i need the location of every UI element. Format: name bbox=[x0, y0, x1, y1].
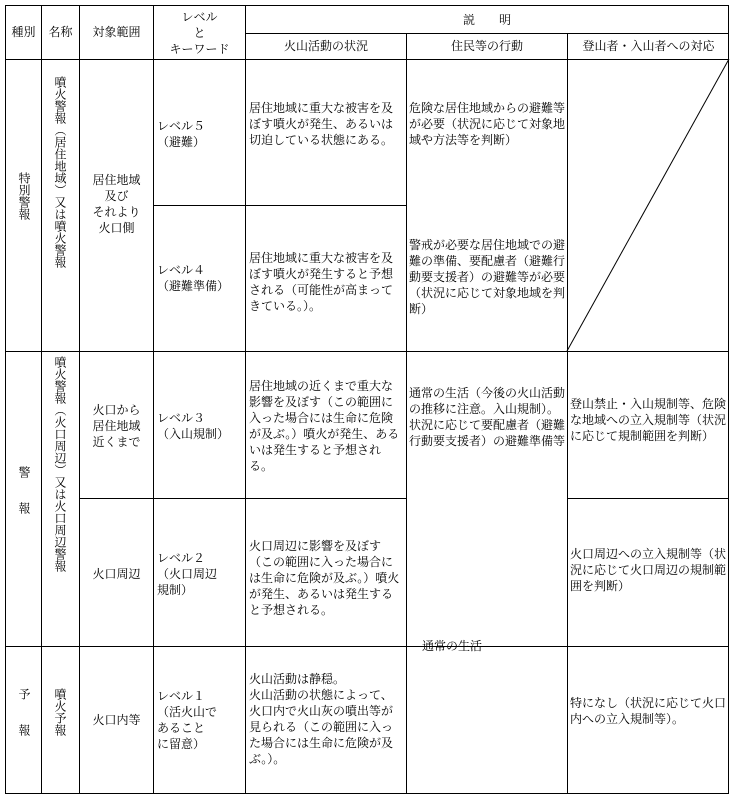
level-5: レベル５ （避難） bbox=[157, 119, 206, 149]
climber-level-1: 特になし（状況に応じて火口内への立入規制等）。 bbox=[570, 696, 727, 726]
header-target: 対象範囲 bbox=[92, 25, 141, 39]
name-special-warning: 噴火警報（居住地域）又は噴火警報 bbox=[53, 76, 67, 268]
target-residential: 居住地域 及び それより 火口側 bbox=[92, 173, 141, 235]
level-2: レベル２ （火口周辺 規制） bbox=[157, 551, 218, 597]
header-resident-action: 住民等の行動 bbox=[450, 39, 523, 53]
target-crater-to-residential: 火口から 居住地域 近くまで bbox=[92, 403, 141, 449]
header-name: 名称 bbox=[48, 25, 73, 39]
target-in-crater: 火口内等 bbox=[92, 713, 141, 727]
target-crater-area: 火口周辺 bbox=[92, 567, 141, 581]
header-description: 説 明 bbox=[462, 13, 511, 27]
type-warning: 警 報 bbox=[17, 466, 31, 514]
status-level-4: 居住地域に重大な被害を及ぼす噴火が発生すると予想される（可能性が高まってきている。）。 bbox=[249, 251, 394, 313]
action-level-4: 警戒が必要な居住地域での避難の準備、要配慮者（避難行動要支援者）の避難等が必要（状況に応じて対象地域を判断） bbox=[409, 238, 566, 316]
type-special-warning: 特別警報 bbox=[17, 172, 31, 220]
action-normal-life: 通常の生活 bbox=[422, 639, 483, 653]
header-level-keyword: レベル と キーワード bbox=[169, 10, 230, 56]
header-volcano-status: 火山活動の状況 bbox=[283, 39, 368, 53]
name-forecast: 噴火予報 bbox=[53, 688, 67, 736]
header-type: 種別 bbox=[11, 25, 36, 39]
status-level-3: 居住地域の近くまで重大な影響を及ぼす（この範囲に入った場合には生命に危険が及ぶ。）噴火が発生、あるいは発生すると予想される。 bbox=[249, 379, 400, 473]
header-climber-response: 登山者・入山者への対応 bbox=[582, 39, 715, 53]
level-3: レベル３ （入山規制） bbox=[157, 411, 230, 441]
level-4: レベル４ （避難準備） bbox=[157, 263, 230, 293]
action-level-5: 危険な居住地域からの避難等が必要（状況に応じて対象地域や方法等を判断） bbox=[409, 101, 566, 147]
climber-level-3: 登山禁止・入山規制等、危険な地域への立入規制等（状況に応じて規制範囲を判断） bbox=[570, 397, 727, 443]
climber-level-2: 火口周辺への立入規制等（状況に応じて火口周辺の規制範囲を判断） bbox=[570, 547, 727, 593]
status-level-5: 居住地域に重大な被害を及ぼす噴火が発生、あるいは切迫している状態にある。 bbox=[249, 101, 394, 147]
status-level-1: 火山活動は静穏。 火山活動の状態によって、火口内で火山灰の噴出等が見られる（この範囲に入った場合には生命に危険が及ぶ。）。 bbox=[249, 672, 394, 766]
type-forecast: 予 報 bbox=[17, 688, 31, 736]
name-warning: 噴火警報（火口周辺）又は火口周辺警報 bbox=[53, 356, 67, 572]
action-level-3: 通常の生活（今後の火山活動の推移に注意。入山規制）。状況に応じて要配慮者（避難行動要支援者）の避難準備等 bbox=[409, 386, 566, 448]
status-level-2: 火口周辺に影響を及ぼす（この範囲に入った場合には生命に危険が及ぶ。）噴火が発生、あるいは発生すると予想される。 bbox=[249, 539, 400, 617]
diagonal-slash bbox=[567, 59, 729, 351]
level-1: レベル１ （活火山で あること に留意） bbox=[157, 689, 218, 751]
